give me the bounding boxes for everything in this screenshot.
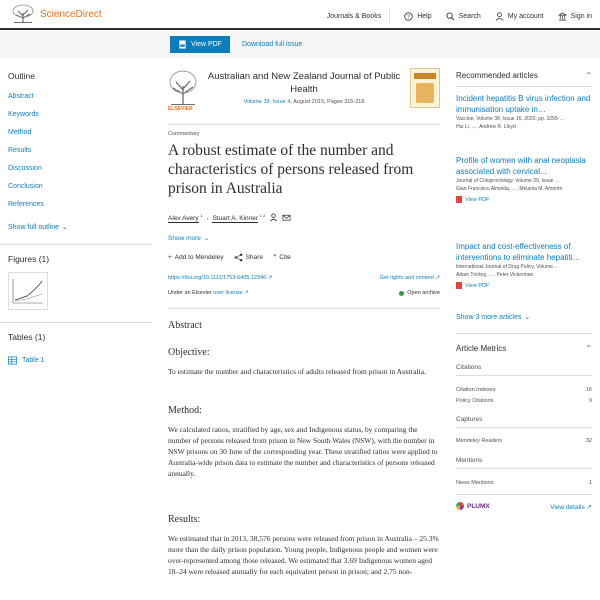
add-to-mendeley-label: Add to Mendeley xyxy=(174,254,224,261)
quote-icon: ” xyxy=(272,254,277,261)
outline-item-abstract[interactable]: Abstract xyxy=(8,93,34,100)
nav-divider xyxy=(389,9,390,23)
external-link-icon: ↗ xyxy=(244,290,249,296)
nav-my-account[interactable] xyxy=(495,12,544,21)
recommended-article-source: Journal of Coloproctology, Volume 39, Issue … xyxy=(456,178,560,184)
recommended-article xyxy=(456,241,592,289)
nav-help[interactable] xyxy=(404,12,431,21)
add-to-mendeley-button[interactable] xyxy=(168,253,224,262)
top-nav xyxy=(327,9,592,23)
table-1-link[interactable] xyxy=(8,356,45,365)
view-details-link[interactable]: View details ↗ xyxy=(550,504,592,511)
sidebar-divider xyxy=(0,322,152,323)
elsevier-wordmark: ELSEVIER xyxy=(168,106,193,112)
outline-item-method[interactable]: Method xyxy=(8,129,32,136)
plumx-logo[interactable]: PLUMX xyxy=(456,502,490,510)
mentions-label: Mentions xyxy=(456,457,483,464)
recommended-article-authors: Adam Trickey, …, Peter Vickerman xyxy=(456,272,534,278)
open-access-icon xyxy=(399,291,404,296)
figure-thumbnail-image xyxy=(9,273,47,309)
plumx-icon xyxy=(456,502,464,510)
view-pdf-link[interactable]: View PDF xyxy=(456,196,592,203)
method-heading: Method: xyxy=(168,405,202,416)
metric-policy-citations: Policy Citations 9 xyxy=(456,398,592,404)
external-link-icon: ↗ xyxy=(435,275,440,281)
rights-link[interactable]: Get rights and content ↗ xyxy=(379,275,440,281)
recommended-heading: Recommended articles xyxy=(456,71,538,80)
outline-item-discussion[interactable]: Discussion xyxy=(8,165,42,172)
author-name[interactable]: Alex Avery $^1$ xyxy=(168,213,203,223)
author-name[interactable]: Stuart A. Kinner $^{1 2}$ xyxy=(212,213,266,223)
figures-heading: Figures (1) xyxy=(8,254,50,264)
share-icon xyxy=(234,253,243,262)
metrics-heading: Article Metrics xyxy=(456,344,507,353)
cite-button[interactable] xyxy=(273,253,291,262)
metric-citation-indexes: Citation Indexes 16 xyxy=(456,387,592,393)
open-archive-badge: Open archive xyxy=(399,290,440,296)
journal-title-link[interactable]: Australian and New Zealand Journal of Public Health xyxy=(207,71,401,95)
author-separator: , xyxy=(206,214,209,222)
user-license-link[interactable]: user license xyxy=(213,290,243,296)
nav-label: My account xyxy=(507,12,544,20)
results-heading: Results: xyxy=(168,514,201,525)
institution-icon xyxy=(558,12,567,21)
nav-label: Search xyxy=(458,12,481,20)
captures-label: Captures xyxy=(456,416,483,423)
recommended-article-title[interactable]: Profile of women with anal neoplasia associated with cervical… xyxy=(456,156,586,176)
nav-label: Help xyxy=(417,12,432,20)
recommended-article-title[interactable]: Incident hepatitis B virus infection and immunisation uptake in… xyxy=(456,94,591,114)
recommended-article-source: Vaccine, Volume 38, Issue 16, 2020, pp. 3255-… xyxy=(456,116,565,122)
journal-cover-image[interactable] xyxy=(410,68,440,108)
article-type: Commentary xyxy=(168,131,200,137)
chevron-down-icon: ⌄ xyxy=(203,235,210,242)
view-pdf-button[interactable] xyxy=(170,36,230,53)
sidebar-divider xyxy=(456,86,592,87)
method-text: We calculated ratios, stratified by age, sex and Indigenous status, by comparing the number of persons released from prison in New South Wales (NSW), with the number in NSW prisons on 30 June of the corresponding year. These stratified ratios were applied to Australia-wide prison data to estimate the number and characteristics of persons released annually. xyxy=(168,425,438,478)
show-more-label: Show more xyxy=(168,234,201,242)
sciencedirect-logo[interactable] xyxy=(10,4,102,24)
help-circle-icon xyxy=(404,12,413,21)
svg-text:?: ? xyxy=(407,13,411,20)
metric-divider xyxy=(456,468,592,469)
elsevier-tree-icon xyxy=(10,4,36,24)
person-icon[interactable] xyxy=(269,213,278,222)
show-more-link[interactable] xyxy=(168,234,209,242)
results-text: We estimated that in 2013, 38,576 persons were released from prison in Australia – 25.3% more than the daily prison population. Young people, Indigenous people and women were over-represented among those released. We estimated that 3.69 Indigenous women aged 18–24 were released annually for each equivalent person in prison; and 2.75 non- xyxy=(168,534,439,576)
brand-name: ScienceDirect xyxy=(40,8,102,20)
sidebar-divider xyxy=(456,333,592,334)
search-icon xyxy=(446,12,455,21)
citations-label: Citations xyxy=(456,364,482,371)
chevron-up-icon: ⌃ xyxy=(585,71,592,80)
recommended-article xyxy=(456,93,592,131)
elsevier-logo-icon[interactable] xyxy=(168,68,198,106)
recommended-article-authors: Hui Li, …, Andrew R. Lloyd xyxy=(456,124,516,130)
view-pdf-label: View PDF xyxy=(191,41,222,48)
pdf-icon xyxy=(456,196,462,203)
journal-issue-info xyxy=(204,99,404,105)
nav-label: Journals & Books xyxy=(326,12,382,20)
external-link-icon: ↗ xyxy=(586,504,592,511)
metric-divider xyxy=(456,375,592,376)
top-bar xyxy=(0,0,600,30)
pdf-icon xyxy=(456,282,462,289)
table-icon xyxy=(8,356,17,365)
objective-text: To estimate the number and characteristics of adults released from prison in Australia. xyxy=(168,367,426,376)
chevron-down-icon: ⌄ xyxy=(524,314,531,321)
chevron-down-icon: ⌄ xyxy=(61,224,68,231)
pdf-icon xyxy=(178,40,187,49)
objective-heading: Objective: xyxy=(168,347,210,358)
recommended-header[interactable] xyxy=(456,71,592,80)
recommended-article-source: International Journal of Drug Policy, Volume… xyxy=(456,264,558,270)
doi-link[interactable]: https://doi.org/10.1111/1753-6405.12346 ↗ xyxy=(168,275,273,281)
metric-news-mentions: News Mentions 1 xyxy=(456,480,592,486)
abstract-heading: Abstract xyxy=(168,320,202,331)
sidebar-divider xyxy=(0,244,152,245)
outline-item-references[interactable]: References xyxy=(8,201,44,208)
show-full-outline-label: Show full outline xyxy=(8,223,59,231)
article-action-bar xyxy=(0,31,600,58)
outline-heading: Outline xyxy=(8,71,35,81)
nav-label: Sign in xyxy=(570,12,592,20)
recommended-article-title[interactable]: Impact and cost-effectiveness of interventions to eliminate hepatiti… xyxy=(456,242,581,262)
view-pdf-link[interactable]: View PDF xyxy=(456,282,592,289)
recommended-article xyxy=(456,155,592,203)
share-button[interactable] xyxy=(234,253,263,262)
cover-illustration xyxy=(416,83,434,103)
download-full-issue-link[interactable]: Download full issue xyxy=(242,41,303,48)
table-1-label: Table 1 xyxy=(22,357,45,364)
cover-banner xyxy=(414,73,436,79)
metrics-header[interactable] xyxy=(456,344,592,353)
author-list xyxy=(168,213,291,222)
metric-divider xyxy=(456,427,592,428)
cite-label: Cite xyxy=(279,254,291,261)
metric-divider xyxy=(456,494,592,495)
outline-item-keywords[interactable]: Keywords xyxy=(8,111,39,118)
volume-issue-link[interactable]: Volume 39, Issue 4 xyxy=(243,99,291,105)
nav-journals-books[interactable] xyxy=(327,13,381,20)
external-link-icon: ↗ xyxy=(267,275,273,281)
tables-heading: Tables (1) xyxy=(8,332,46,342)
plus-icon: + xyxy=(168,254,172,261)
show-full-outline-link[interactable] xyxy=(8,223,68,231)
nav-search[interactable] xyxy=(446,12,481,21)
outline-item-results[interactable]: Results xyxy=(8,147,32,154)
article-tools xyxy=(168,253,291,262)
nav-sign-in[interactable] xyxy=(558,12,592,21)
chevron-up-icon: ⌃ xyxy=(585,344,592,353)
metric-mendeley-readers: Mendeley Readers 32 xyxy=(456,438,592,444)
share-label: Share xyxy=(245,254,263,261)
recommended-article-authors: Gian Francisco Almeida, …, Melania M. Amorim xyxy=(456,186,563,192)
section-divider xyxy=(168,308,440,309)
figure-thumbnail[interactable] xyxy=(8,272,48,310)
issue-date-pages: , August 2015, Pages 315-318 xyxy=(290,99,365,105)
user-icon xyxy=(495,12,504,21)
article-title: A robust estimate of the number and characteristics of persons released from prison in Australia xyxy=(168,142,414,197)
email-icon[interactable] xyxy=(282,213,291,222)
license-text: Under an Elsevier user license ↗ xyxy=(168,290,249,296)
journal-header xyxy=(168,68,440,118)
outline-list xyxy=(8,93,44,219)
outline-item-conclusion[interactable]: Conclusion xyxy=(8,183,43,190)
header-divider xyxy=(168,124,440,125)
show-more-articles-link[interactable]: Show 3 more articles ⌄ xyxy=(456,313,531,321)
